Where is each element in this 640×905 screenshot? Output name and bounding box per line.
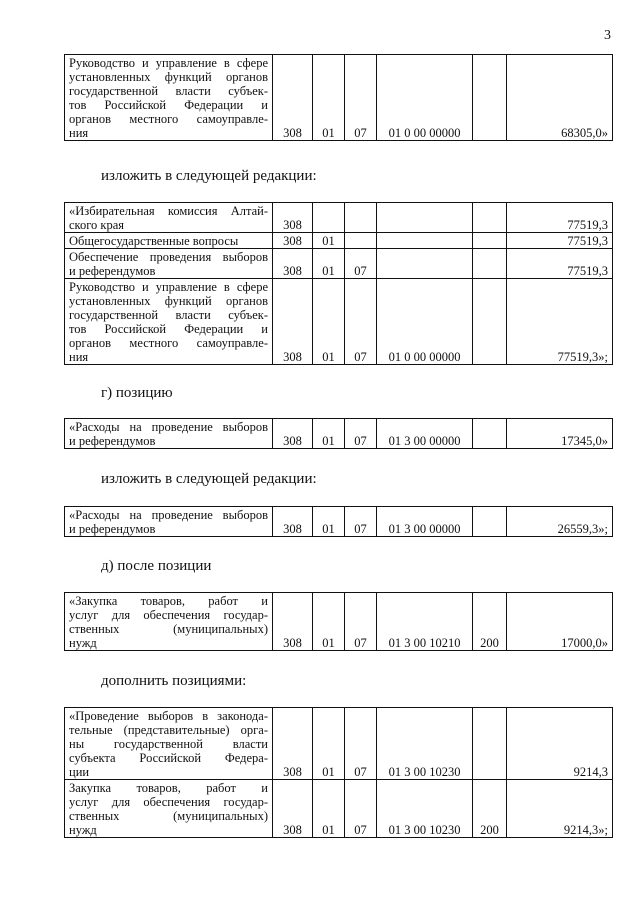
item-name-cell — [65, 593, 273, 651]
code-cell: 308 — [273, 249, 313, 279]
target-article-cell: 01 3 00 10210 — [377, 593, 473, 651]
item-name-line: ственных (муниципальных) — [69, 809, 268, 823]
subsection-cell: 07 — [345, 507, 377, 537]
code-cell: 308 — [273, 708, 313, 780]
table-row — [65, 780, 613, 838]
item-name-line: ны государственной власти — [69, 737, 268, 751]
expense-type-cell: 200 — [473, 593, 507, 651]
expense-type-cell: 200 — [473, 780, 507, 838]
target-article-cell: 01 3 00 10230 — [377, 708, 473, 780]
item-name-line: установленных функций органов — [69, 294, 268, 308]
sum-cell: 77519,3»; — [507, 279, 613, 365]
section-cell: 01 — [313, 593, 345, 651]
budget-table-4 — [64, 506, 613, 537]
table-row — [65, 55, 613, 141]
paragraph-position-g: г) позицию — [101, 385, 173, 401]
item-name-line: услуг для обеспечения государ- — [69, 608, 268, 622]
code-cell: 308 — [273, 419, 313, 449]
sum-cell: 68305,0» — [507, 55, 613, 141]
item-name-cell — [65, 249, 273, 279]
item-name-cell — [65, 203, 273, 233]
subsection-cell: 07 — [345, 708, 377, 780]
item-name-line: установленных функций органов — [69, 70, 268, 84]
item-name-line: ния — [69, 350, 89, 364]
item-name-line: органов местного самоуправле- — [69, 112, 268, 126]
target-article-cell — [377, 203, 473, 233]
item-name-line: тельные (представительные) орга- — [69, 723, 268, 737]
item-name-line: ции — [69, 765, 90, 779]
expense-type-cell — [473, 203, 507, 233]
section-cell: 01 — [313, 419, 345, 449]
item-name-cell — [65, 55, 273, 141]
section-cell — [313, 203, 345, 233]
section-cell: 01 — [313, 780, 345, 838]
paragraph-position-d: д) после позиции — [101, 558, 212, 574]
section-cell: 01 — [313, 249, 345, 279]
table-row — [65, 708, 613, 780]
code-cell: 308 — [273, 507, 313, 537]
item-name-line: «Расходы на проведение выборов — [69, 420, 268, 434]
item-name-line: услуг для обеспечения государ- — [69, 795, 268, 809]
expense-type-cell — [473, 419, 507, 449]
subsection-cell — [345, 233, 377, 249]
item-name-line: «Закупка товаров, работ и — [69, 594, 268, 608]
item-name-cell — [65, 233, 273, 249]
expense-type-cell — [473, 233, 507, 249]
item-name-line: Общегосударственные вопросы — [69, 234, 239, 248]
item-name-line: «Проведение выборов в законода- — [69, 709, 268, 723]
section-cell: 01 — [313, 708, 345, 780]
item-name-line: Руководство и управление в сфере — [69, 56, 268, 70]
target-article-cell: 01 3 00 00000 — [377, 419, 473, 449]
item-name-line: ния — [69, 126, 89, 140]
table-row — [65, 279, 613, 365]
subsection-cell: 07 — [345, 780, 377, 838]
table-row — [65, 203, 613, 233]
item-name-line: и референдумов — [69, 522, 156, 536]
subsection-cell: 07 — [345, 55, 377, 141]
item-name-line: «Расходы на проведение выборов — [69, 508, 268, 522]
budget-table-5 — [64, 592, 613, 651]
table-row — [65, 249, 613, 279]
section-cell: 01 — [313, 233, 345, 249]
subsection-cell: 07 — [345, 249, 377, 279]
item-name-line: и референдумов — [69, 264, 156, 278]
item-name-line: государственной власти субъек- — [69, 84, 268, 98]
item-name-line: нужд — [69, 823, 97, 837]
item-name-line: тов Российской Федерации и — [69, 322, 268, 336]
subsection-cell: 07 — [345, 419, 377, 449]
subsection-cell — [345, 203, 377, 233]
budget-table-2 — [64, 202, 613, 365]
sum-cell: 77519,3 — [507, 249, 613, 279]
item-name-line: субъекта Российской Федера- — [69, 751, 268, 765]
target-article-cell — [377, 233, 473, 249]
target-article-cell: 01 3 00 00000 — [377, 507, 473, 537]
paragraph-replace-2: изложить в следующей редакции: — [101, 471, 317, 487]
item-name-line: тов Российской Федерации и — [69, 98, 268, 112]
expense-type-cell — [473, 279, 507, 365]
subsection-cell: 07 — [345, 593, 377, 651]
expense-type-cell — [473, 249, 507, 279]
section-cell: 01 — [313, 55, 345, 141]
item-name-line: Руководство и управление в сфере — [69, 280, 268, 294]
target-article-cell: 01 3 00 10230 — [377, 780, 473, 838]
sum-cell: 77519,3 — [507, 203, 613, 233]
item-name-line: государственной власти субъек- — [69, 308, 268, 322]
code-cell: 308 — [273, 279, 313, 365]
expense-type-cell — [473, 55, 507, 141]
expense-type-cell — [473, 708, 507, 780]
code-cell: 308 — [273, 780, 313, 838]
target-article-cell — [377, 249, 473, 279]
sum-cell: 17000,0» — [507, 593, 613, 651]
paragraph-replace-1: изложить в следующей редакции: — [101, 168, 317, 184]
table-row — [65, 419, 613, 449]
item-name-line: и референдумов — [69, 434, 156, 448]
item-name-line: ственных (муниципальных) — [69, 622, 268, 636]
item-name-cell — [65, 780, 273, 838]
section-cell: 01 — [313, 279, 345, 365]
table-row — [65, 593, 613, 651]
code-cell: 308 — [273, 233, 313, 249]
sum-cell: 26559,3»; — [507, 507, 613, 537]
item-name-line: органов местного самоуправле- — [69, 336, 268, 350]
subsection-cell: 07 — [345, 279, 377, 365]
sum-cell: 77519,3 — [507, 233, 613, 249]
sum-cell: 17345,0» — [507, 419, 613, 449]
item-name-line: ского края — [69, 218, 125, 232]
item-name-cell — [65, 708, 273, 780]
sum-cell: 9214,3»; — [507, 780, 613, 838]
table-row — [65, 233, 613, 249]
item-name-line: Обеспечение проведения выборов — [69, 250, 268, 264]
code-cell: 308 — [273, 55, 313, 141]
table-row — [65, 507, 613, 537]
item-name-line: Закупка товаров, работ и — [69, 781, 268, 795]
item-name-cell — [65, 507, 273, 537]
item-name-cell — [65, 279, 273, 365]
sum-cell: 9214,3 — [507, 708, 613, 780]
item-name-line: «Избирательная комиссия Алтай- — [69, 204, 268, 218]
item-name-cell — [65, 419, 273, 449]
code-cell: 308 — [273, 203, 313, 233]
page-number: 3 — [604, 28, 611, 43]
target-article-cell: 01 0 00 00000 — [377, 279, 473, 365]
target-article-cell: 01 0 00 00000 — [377, 55, 473, 141]
paragraph-add-positions: дополнить позициями: — [101, 673, 247, 689]
budget-table-1 — [64, 54, 613, 141]
code-cell: 308 — [273, 593, 313, 651]
budget-table-6 — [64, 707, 613, 838]
budget-table-3 — [64, 418, 613, 449]
expense-type-cell — [473, 507, 507, 537]
section-cell: 01 — [313, 507, 345, 537]
item-name-line: нужд — [69, 636, 97, 650]
